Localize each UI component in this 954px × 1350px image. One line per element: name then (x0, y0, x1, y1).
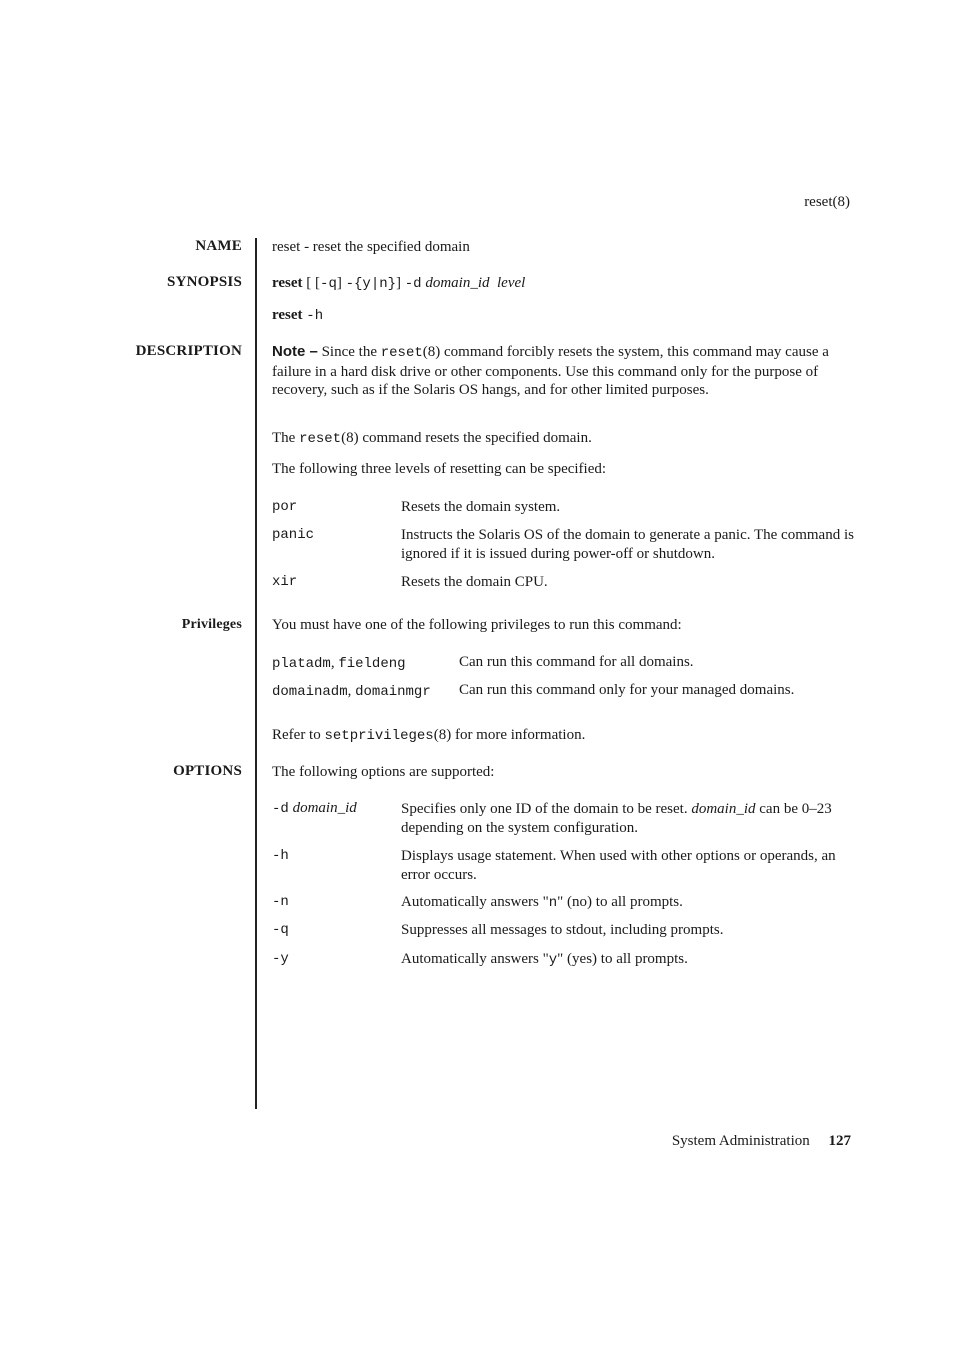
synopsis-d-flag: -d (404, 276, 422, 292)
synopsis-bracket-open: [ [ (302, 275, 321, 291)
synopsis-q-flag: -q (320, 276, 337, 292)
description-paragraph-2: The following three levels of resetting can be specified: (272, 461, 607, 477)
section-label-description: DESCRIPTION (135, 343, 242, 359)
option-flag: -y (272, 951, 289, 967)
option-argument: domain_id (691, 801, 756, 817)
section-label-privileges: Privileges (181, 617, 242, 632)
privileges-reference (272, 726, 856, 746)
level-definition: Resets the domain CPU. (401, 574, 548, 590)
synopsis-level: level (497, 275, 526, 291)
option-text: can be 0–23 depending on the system configuration. (401, 801, 832, 836)
description-paragraph-1 (272, 429, 856, 449)
note-text: (8) command forcibly resets the system, this command may cause a failure in a hard disk drive or other components. Use this command only for the purpose of recovery, such as if the Solaris OS hangs, and for other limited purposes. (272, 344, 829, 398)
section-label-name: NAME (195, 238, 242, 254)
option-text: " (no) to all prompts. (557, 894, 683, 910)
section-label-options: OPTIONS (173, 763, 242, 779)
option-text: Specifies only one ID of the domain to be reset. (401, 801, 692, 817)
synopsis-bracket-mid: ] (336, 275, 346, 291)
privilege-definition: Can run this command only for your managed domains. (459, 682, 795, 698)
privilege-name: domainadm (272, 684, 348, 700)
page-number: 127 (828, 1133, 851, 1149)
note-text: Since the (317, 344, 381, 360)
reference-text: (8) for more information. (433, 727, 586, 743)
privileges-intro: You must have one of the following privileges to run this command: (272, 617, 682, 633)
option-flag: -n (272, 894, 289, 910)
note-command: reset (380, 345, 423, 361)
synopsis-domain-id: domain_id (425, 275, 490, 291)
note-heading: Note – (272, 343, 318, 360)
note-paragraph (272, 343, 856, 400)
reference-text: Refer to (272, 727, 325, 743)
option-flag: -h (272, 848, 289, 864)
synopsis-command: reset (272, 307, 303, 323)
header-man-ref: reset(8) (804, 194, 850, 210)
option-definition (401, 800, 857, 837)
option-definition: Suppresses all messages to stdout, including prompts. (401, 922, 724, 938)
privilege-term (272, 655, 406, 672)
section-label-synopsis: SYNOPSIS (167, 274, 242, 290)
vertical-rule (255, 238, 257, 1109)
privilege-name: fieldeng (338, 656, 406, 672)
option-code: y (548, 952, 558, 968)
privilege-term (272, 683, 431, 700)
option-definition (401, 950, 857, 970)
description-text: The (272, 430, 300, 446)
level-term: xir (272, 574, 298, 590)
synopsis-bracket-close: ] (396, 275, 405, 291)
synopsis-command: reset (272, 275, 303, 291)
reference-command: setprivileges (324, 728, 434, 744)
description-text: (8) command resets the specified domain. (341, 430, 592, 446)
option-flag: -d (272, 801, 289, 817)
privilege-definition: Can run this command for all domains. (459, 654, 694, 670)
option-flag: -q (272, 922, 289, 938)
synopsis-h-flag: -h (306, 308, 324, 324)
synopsis-line-2 (272, 306, 856, 326)
options-intro: The following options are supported: (272, 764, 495, 780)
option-text: Automatically answers " (401, 894, 549, 910)
option-argument: domain_id (292, 800, 357, 816)
privilege-separator: , (330, 655, 339, 671)
option-definition (401, 893, 857, 913)
option-code: n (548, 895, 558, 911)
option-text: Automatically answers " (401, 951, 549, 967)
privilege-name: platadm (272, 656, 331, 672)
privilege-name: domainmgr (355, 684, 431, 700)
level-term: por (272, 499, 298, 515)
option-term (272, 800, 357, 817)
page-footer (672, 1133, 851, 1150)
name-text: reset - reset the specified domain (272, 239, 470, 255)
option-definition: Displays usage statement. When used with other options or operands, an error occurs. (401, 848, 836, 883)
description-command: reset (299, 431, 342, 447)
synopsis-yn-flag: -{y|n} (345, 276, 397, 292)
level-definition: Resets the domain system. (401, 499, 561, 515)
option-text: " (yes) to all prompts. (557, 951, 688, 967)
footer-title: System Administration (671, 1133, 810, 1149)
privilege-separator: , (347, 683, 356, 699)
level-definition: Instructs the Solaris OS of the domain to generate a panic. The command is ignored if it is issued during power-off or shutdown. (401, 527, 854, 562)
synopsis-line-1 (272, 274, 856, 294)
level-term: panic (272, 527, 315, 543)
